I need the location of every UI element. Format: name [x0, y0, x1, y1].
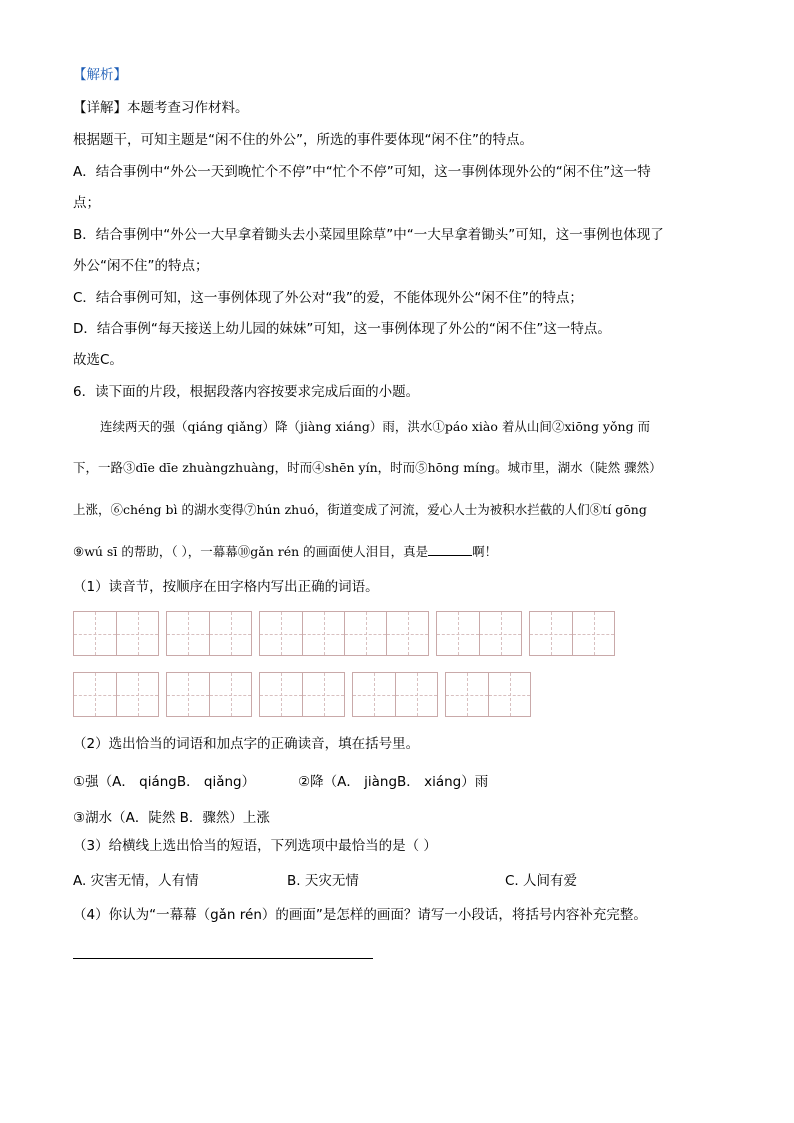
q3-option-c[interactable]: C. 人间有爱	[505, 873, 578, 889]
word-box	[73, 611, 159, 656]
passage-line: 下，一路③dīe dīe zhuàngzhuàng，时而④shēn yín，时而⑤hōng míng。城市里，湖水（陡然 骤然）	[73, 460, 662, 475]
analysis-heading: 【解析】	[73, 67, 127, 83]
word-box	[259, 672, 345, 717]
passage-line: 上涨，⑥chéng bì 的湖水变得⑦hún zhuó，街道变成了河流，爱心人士为被积水拦截的人们⑧tí gōng	[73, 502, 647, 517]
write-cell[interactable]	[116, 673, 158, 716]
passage-blank[interactable]	[428, 543, 472, 556]
question-6-title: 6．读下面的片段，根据段落内容按要求完成后面的小题。	[73, 384, 420, 400]
word-box	[259, 611, 429, 656]
analysis-topic: 根据题干，可知主题是“闲不住的外公”，所选的事件要体现“闲不住”的特点。	[73, 132, 533, 148]
passage-line: 连续两天的强（qiáng qiǎng）降（jiàng xiáng）雨，洪水①páo xiào 着从山间②xiōng yǒng 而	[100, 419, 651, 434]
word-box	[529, 611, 615, 656]
write-cell[interactable]	[260, 673, 302, 716]
word-box	[166, 672, 252, 717]
q3-option-b[interactable]: B. 天灾无情	[287, 873, 359, 889]
write-cell[interactable]	[386, 612, 428, 655]
analysis-detail: 【详解】本题考查习作材料。	[73, 100, 249, 116]
analysis-answer: 故选C。	[73, 352, 123, 368]
option-a-analysis: A．结合事例中“外公一天到晚忙个不停”中“忙个不停”可知，这一事例体现外公的“闲不住”这一特	[73, 164, 651, 180]
write-cell[interactable]	[260, 612, 302, 655]
q2-option-1[interactable]: ①强（A． qiángB． qiǎng）	[73, 774, 256, 790]
q3-option-a[interactable]: A. 灾害无情，人有情	[73, 873, 199, 889]
option-c-analysis: C．结合事例可知，这一事例体现了外公对“我”的爱，不能体现外公“闲不住”的特点；	[73, 290, 583, 306]
write-cell[interactable]	[437, 612, 479, 655]
sub-question-2: （2）选出恰当的词语和加点字的正确读音，填在括号里。	[73, 736, 420, 752]
write-cell[interactable]	[167, 673, 209, 716]
option-b-analysis-cont: 外公“闲不住”的特点；	[73, 258, 209, 274]
write-cell[interactable]	[302, 612, 344, 655]
sub-question-4: （4）你认为“一幕幕（gǎn rén）的画面”是怎样的画面？请写一小段话，将括号内容补充完整。	[73, 907, 647, 923]
write-cell[interactable]	[395, 673, 437, 716]
word-box	[73, 672, 159, 717]
write-cell[interactable]	[167, 612, 209, 655]
write-cell[interactable]	[74, 673, 116, 716]
passage-text: ⑨wú sī 的帮助，（ ），一幕幕⑩gǎn rén 的画面使人泪目，真是	[73, 544, 429, 559]
write-cell[interactable]	[344, 612, 386, 655]
passage-end: 啊！	[472, 544, 498, 559]
write-cell[interactable]	[572, 612, 614, 655]
write-cell[interactable]	[302, 673, 344, 716]
write-cell[interactable]	[74, 612, 116, 655]
write-cell[interactable]	[353, 673, 395, 716]
passage-line	[73, 543, 497, 561]
sub-question-3: （3）给横线上选出恰当的短语，下列选项中最恰当的是（ ）	[73, 838, 437, 854]
write-cell[interactable]	[488, 673, 530, 716]
write-cell[interactable]	[479, 612, 521, 655]
write-cell[interactable]	[116, 612, 158, 655]
write-cell[interactable]	[446, 673, 488, 716]
q2-option-2[interactable]: ②降（A． jiàngB． xiáng）雨	[298, 774, 489, 790]
word-box	[436, 611, 522, 656]
write-cell[interactable]	[209, 673, 251, 716]
option-a-analysis-cont: 点；	[73, 195, 100, 211]
tianzige-row-1	[73, 611, 622, 656]
word-box	[445, 672, 531, 717]
tianzige-row-2	[73, 672, 538, 717]
word-box	[352, 672, 438, 717]
q2-option-3[interactable]: ③湖水（A．陡然 B．骤然）上涨	[73, 810, 270, 826]
word-box	[166, 611, 252, 656]
option-d-analysis: D．结合事例“每天接送上幼儿园的妹妹”可知，这一事例体现了外公的“闲不住”这一特点。	[73, 321, 611, 337]
answer-line[interactable]	[73, 958, 373, 959]
write-cell[interactable]	[530, 612, 572, 655]
write-cell[interactable]	[209, 612, 251, 655]
option-b-analysis: B．结合事例中“外公一大早拿着锄头去小菜园里除草”中“一大早拿着锄头”可知，这一事例也体现了	[73, 227, 664, 243]
sub-question-1: （1）读音节，按顺序在田字格内写出正确的词语。	[73, 579, 379, 595]
